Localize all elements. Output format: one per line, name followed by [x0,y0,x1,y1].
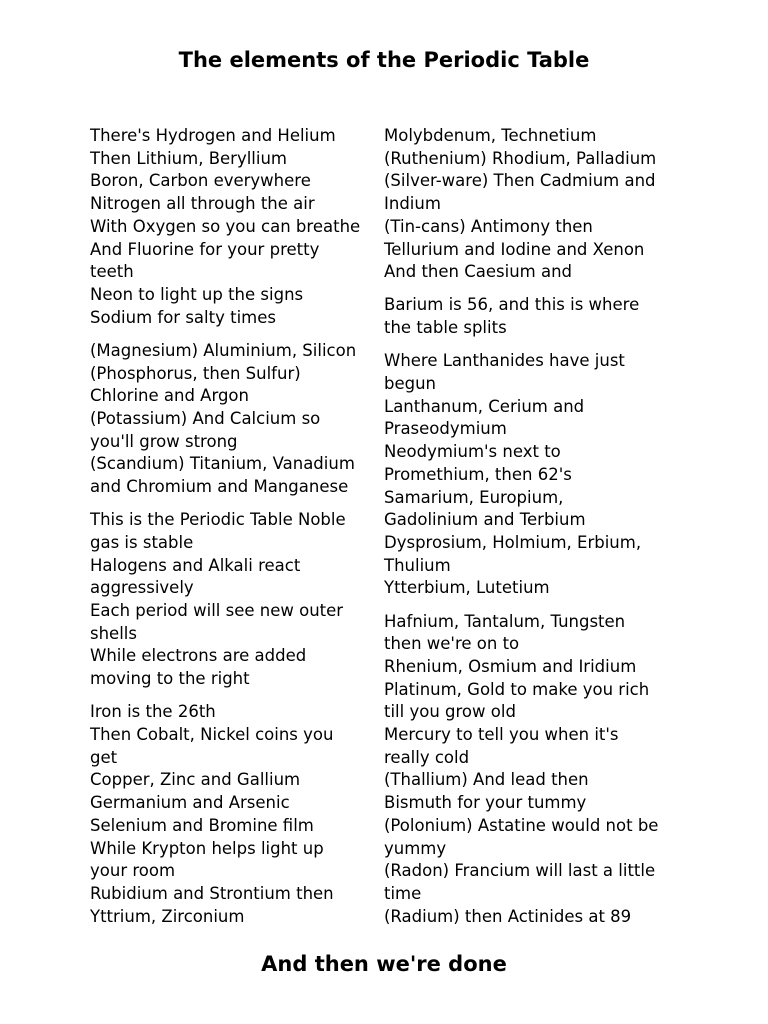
lyric-line: Indium [384,194,441,214]
lyric-line: Where Lanthanides have just [384,351,625,371]
stanza [90,701,382,928]
lyric-line: And Fluorine for your pretty [90,239,320,259]
lyric-line: Bismuth for your tummy [384,793,587,813]
lyric-line: yummy [384,838,447,858]
lyric-line: Rhenium, Osmium and Iridium [384,656,637,676]
lyric-line: the table splits [384,318,507,338]
stanza [90,509,382,691]
lyric-line: then we're on to [384,634,520,654]
lyric-line: Germanium and Arsenic [90,793,290,813]
lyric-line: Copper, Zinc and Gallium [90,770,301,790]
lyric-line: get [90,747,118,767]
lyric-line: Praseodymium [384,419,507,439]
lyric-line: Each period will see new outer [90,601,344,621]
lyric-line: time [384,884,422,903]
lyric-line: Thulium [384,555,451,575]
lyric-line: Chlorine and Argon [90,386,249,406]
lyric-line: Nitrogen all through the air [90,194,315,214]
lyric-line: (Radon) Francium will last a little [384,861,656,881]
lyric-line: Neodymium's next to [384,442,561,462]
stanza [384,294,684,339]
lyric-line: you'll grow strong [90,431,238,451]
stanza [384,350,684,600]
closing-line: And then we're done [261,952,507,976]
lyric-line: really cold [384,747,470,767]
lyric-line: (Polonium) Astatine would not be [384,815,659,835]
stanza [90,340,382,499]
lyric-line: Rubidium and Strontium then [90,884,334,903]
lyrics-column-left [90,125,382,939]
lyric-line: Yttrium, Zirconium [90,906,245,926]
lyric-line: Gadolinium and Terbium [384,510,586,530]
lyric-line: Mercury to tell you when it's [384,725,619,745]
lyric-line: Promethium, then 62's [384,464,572,484]
lyric-line: teeth [90,262,134,282]
stanza [384,611,684,929]
lyric-line: And then Caesium and [384,262,573,282]
lyric-line: There's Hydrogen and Helium [90,126,336,145]
lyric-line: shells [90,623,137,643]
lyric-line: Hafnium, Tantalum, Tungsten [384,611,626,631]
lyric-line: aggressively [90,578,194,598]
lyric-line: While electrons are added [90,646,307,666]
lyric-line: Then Cobalt, Nickel coins you [90,725,334,745]
lyric-line: (Scandium) Titanium, Vanadium [90,454,355,474]
lyric-line: Ytterbium, Lutetium [384,578,550,598]
page-title: The elements of the Periodic Table [178,48,590,72]
lyric-line: Then Lithium, Beryllium [90,148,288,168]
lyric-line: (Tin-cans) Antimony then [384,216,593,236]
lyric-line: begun [384,374,437,394]
lyric-line: Neon to light up the signs [90,284,304,304]
lyric-line: Dysprosium, Holmium, Erbium, [384,532,642,552]
lyric-line: While Krypton helps light up [90,838,324,858]
lyric-line: moving to the right [90,669,250,689]
lyric-line: (Magnesium) Aluminium, Silicon [90,340,357,360]
lyric-line: Platinum, Gold to make you rich [384,679,650,699]
lyric-line: Samarium, Europium, [384,487,564,507]
lyric-line: Halogens and Alkali react [90,555,301,575]
lyric-line: Tellurium and Iodine and Xenon [384,239,645,259]
lyric-line: (Silver-ware) Then Cadmium and [384,171,656,191]
lyric-line: With Oxygen so you can breathe [90,216,361,236]
lyric-line: till you grow old [384,702,516,722]
lyric-line: Molybdenum, Technetium [384,126,597,145]
lyric-line: Lanthanum, Cerium and [384,396,585,416]
lyric-line: (Potassium) And Calcium so [90,408,321,428]
lyric-line: (Radium) then Actinides at 89 [384,906,632,926]
stanza [384,125,684,284]
lyric-line: (Phosphorus, then Sulfur) [90,363,301,383]
lyric-line: Sodium for salty times [90,307,276,327]
lyrics-column-right [384,125,684,939]
lyric-line: Selenium and Bromine film [90,815,314,835]
lyric-line: your room [90,861,176,881]
lyric-line: (Ruthenium) Rhodium, Palladium [384,148,657,168]
stanza [90,125,382,329]
lyric-line: This is the Periodic Table Noble [90,510,346,530]
lyric-line: Barium is 56, and this is where [384,295,640,315]
lyric-line: gas is stable [90,532,194,552]
lyric-line: Boron, Carbon everywhere [90,171,311,191]
lyric-line: (Thallium) And lead then [384,770,589,790]
lyric-line: Iron is the 26th [90,702,216,722]
lyric-line: and Chromium and Manganese [90,477,349,497]
